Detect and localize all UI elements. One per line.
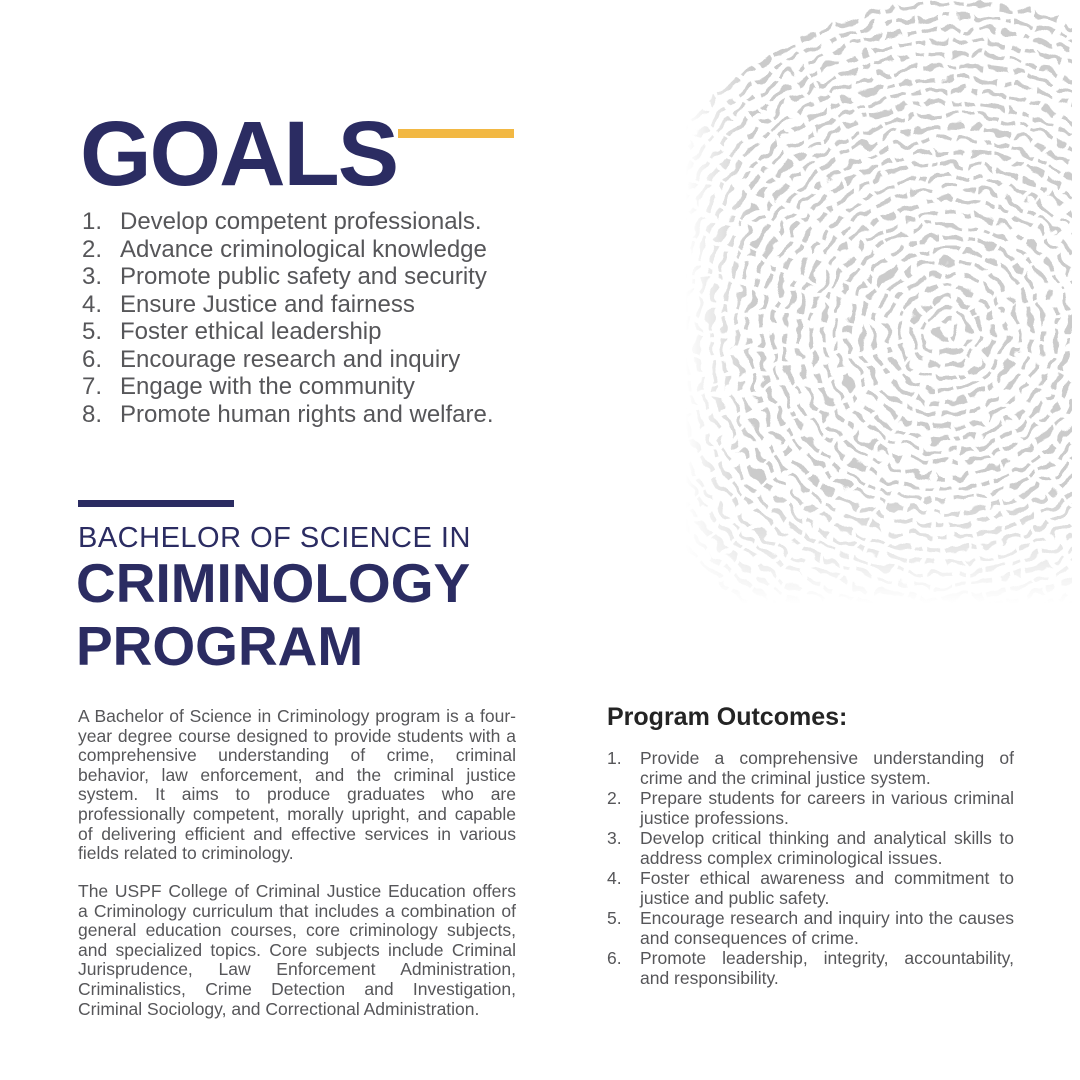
outcome-list-item (607, 748, 1014, 788)
curriculum-paragraph: The USPF College of Criminal Justice Education offers a Criminology curriculum that includes a combination of general education courses, core criminology subjects, and specialized topics. Core subjects include Criminal Jurisprudence, Law Enforcement Administration, Criminalistics, Crime Detection and Investigation, Criminal Sociology, and Correctional Administration. (78, 881, 516, 1019)
outcome-text: Develop critical thinking and analytical skills to address complex criminological issues. (640, 828, 1014, 868)
goals-list-item (82, 236, 542, 264)
outcome-text: Encourage research and inquiry into the causes and consequences of crime. (640, 908, 1014, 948)
goal-text: Encourage research and inquiry (120, 345, 461, 373)
goal-text: Promote public safety and security (120, 263, 487, 290)
goals-list-item (82, 291, 542, 319)
goals-list-item (82, 208, 542, 236)
goals-heading: GOALS (80, 103, 398, 205)
outcome-text: Provide a comprehensive understanding of crime and the criminal justice system. (640, 748, 1014, 788)
program-title-line2: PROGRAM (76, 615, 364, 677)
goal-text: Foster ethical leadership (120, 318, 382, 345)
goals-list-item (82, 346, 542, 374)
program-title-line1: CRIMINOLOGY (76, 552, 471, 614)
goals-list-item (82, 263, 542, 291)
fingerprint-graphic (684, 0, 1072, 632)
program-kicker: BACHELOR OF SCIENCE IN (78, 522, 471, 554)
outcome-list-item (607, 908, 1014, 948)
goal-text: Advance criminological knowledge (120, 235, 487, 263)
program-outcomes-list (607, 748, 1014, 988)
outcome-text: Prepare students for careers in various criminal justice professions. (640, 788, 1014, 828)
goal-text: Engage with the community (120, 373, 415, 400)
gold-accent-rule (398, 129, 514, 138)
program-description-paragraph: A Bachelor of Science in Criminology program is a four-year degree course designed to provide students with a comprehensive understanding of crime, criminal behavior, law enforcement, and the criminal justice system. It aims to produce graduates who are professionally competent, morally upright, and capable of delivering efficient and effective services in various fields related to criminology. (78, 706, 516, 864)
program-outcomes-heading: Program Outcomes: (607, 703, 848, 731)
goal-text: Develop competent professionals. (120, 208, 482, 235)
program-title (76, 552, 470, 678)
outcome-list-item (607, 948, 1014, 988)
outcome-text: Foster ethical awareness and commitment to justice and public safety. (640, 868, 1014, 908)
goal-text: Promote human rights and welfare. (120, 400, 494, 428)
outcome-list-item (607, 788, 1014, 828)
program-outcomes-section (607, 701, 1014, 988)
goals-list-item (82, 318, 542, 346)
fingerprint-fade-left (682, 0, 752, 632)
outcome-list-item (607, 828, 1014, 868)
goals-list-item (82, 373, 542, 401)
goals-list (82, 208, 542, 428)
goal-text: Ensure Justice and fairness (120, 290, 415, 318)
outcome-list-item (607, 868, 1014, 908)
navy-accent-rule (78, 500, 234, 507)
outcome-text: Promote leadership, integrity, accountability, and responsibility. (640, 948, 1014, 988)
goals-list-item (82, 401, 542, 429)
